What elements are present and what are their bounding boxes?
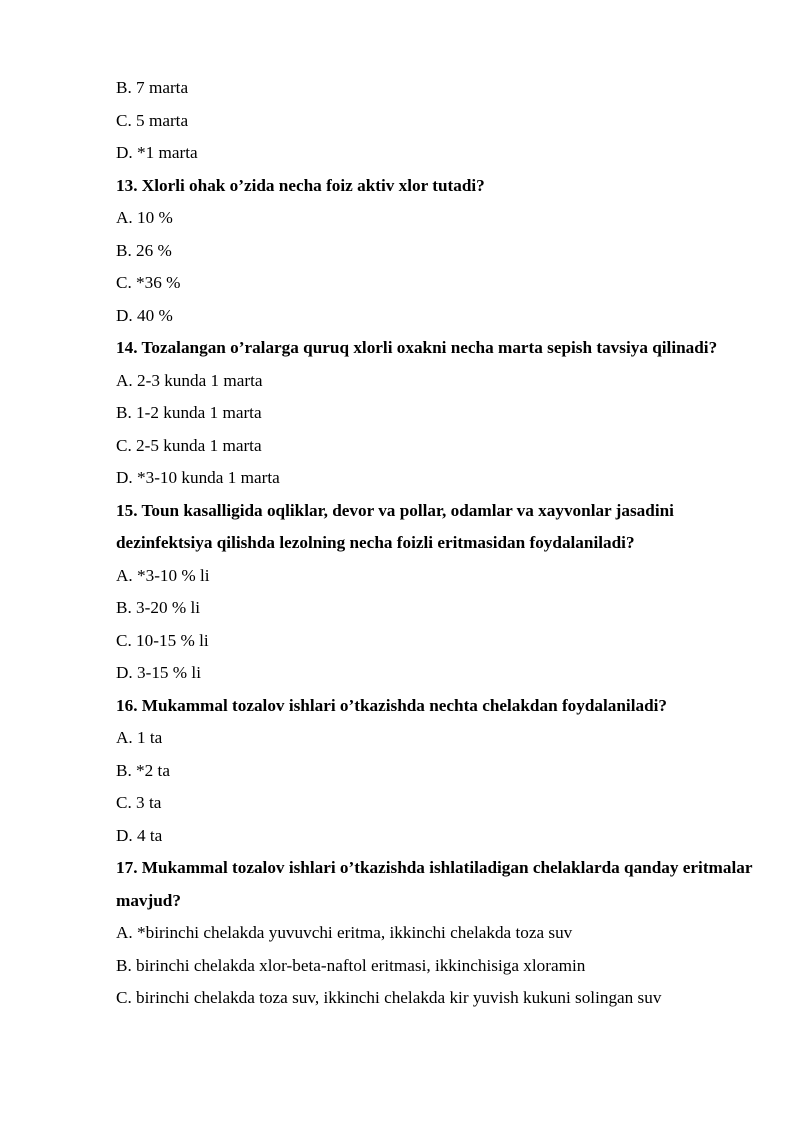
answer-option: A. 1 ta [116, 728, 163, 747]
answer-option: D. 40 % [116, 305, 173, 325]
answer-option: B. 26 % [116, 240, 172, 260]
answer-option: B. 1-2 kunda 1 marta [116, 403, 262, 422]
answer-option: D. 4 ta [116, 825, 163, 845]
answer-option: C. 5 marta [116, 110, 189, 130]
question-17: 17. Mukammal tozalov ishlari o’tkazishda ishlatiladigan chelaklarda qanday eritmalar mavjud? [116, 858, 753, 910]
answer-option: B. birinchi chelakda xlor-beta-naftol eritmasi, ikkinchisiga xloramin [116, 955, 586, 975]
answer-option: D. *3-10 kunda 1 marta [116, 468, 280, 487]
answer-option: C. birinchi chelakda toza suv, ikkinchi chelakda kir yuvish kukuni solingan suv [116, 988, 662, 1007]
answer-option: C. 2-5 kunda 1 marta [116, 435, 262, 455]
question-15: 15. Toun kasalligida oqliklar, devor va pollar, odamlar va xayvonlar jasadini dezinfektsiya qilishda lezolning necha foizli eritmasidan foydalaniladi? [116, 500, 674, 552]
answer-option: C. 10-15 % li [116, 630, 209, 650]
answer-option: A. 10 % [116, 208, 173, 227]
answer-option: C. *36 % [116, 273, 181, 292]
answer-option: B. 3-20 % li [116, 598, 201, 617]
answer-option: C. 3 ta [116, 793, 162, 812]
answer-option: A. *birinchi chelakda yuvuvchi eritma, ikkinchi chelakda toza suv [116, 923, 573, 942]
answer-option: B. 7 marta [116, 78, 189, 97]
document-page [116, 72, 756, 1015]
question-13: 13. Xlorli ohak o’zida necha foiz aktiv xlor tutadi? [116, 175, 485, 195]
question-16: 16. Mukammal tozalov ishlari o’tkazishda nechta chelakdan foydalaniladi? [116, 695, 668, 715]
answer-option: D. *1 marta [116, 143, 198, 162]
answer-option: A. 2-3 kunda 1 marta [116, 370, 263, 390]
answer-option: B. *2 ta [116, 760, 170, 780]
answer-option: A. *3-10 % li [116, 565, 210, 585]
question-14: 14. Tozalangan o’ralarga quruq xlorli oxakni necha marta sepish tavsiya qilinadi? [116, 338, 718, 357]
answer-option: D. 3-15 % li [116, 663, 201, 682]
